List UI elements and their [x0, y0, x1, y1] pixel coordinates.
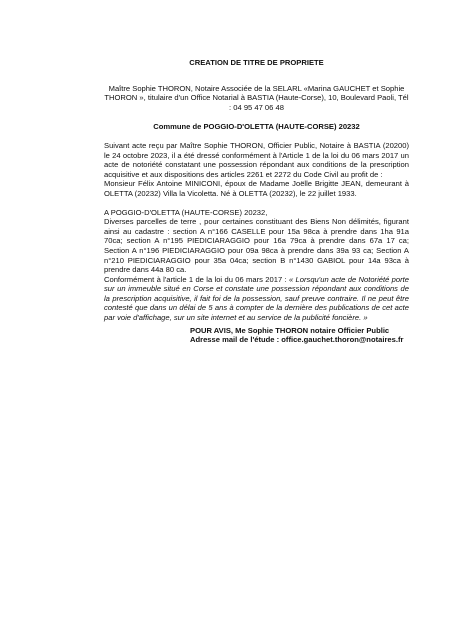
commune-heading: Commune de POGGIO-D'OLETTA (HAUTE-CORSE) 20232: [153, 122, 360, 132]
notice-footer: [104, 326, 409, 345]
law-quote-text: « Lorsqu'un acte de Notoriété porte sur un immeuble situé en Corse et constate une possession répondant aux conditions de la prescription acquisitive, il fait foi de la possession, sauf preuve contraire. Il ne peut être contesté que dans un délai de 5 ans à compter de la dernière des publications de cet acte par voie d'affichage, sur un site internet et au service de la publicité foncière. »: [104, 274, 409, 323]
paragraph-law: [104, 275, 409, 323]
notice-content: [104, 58, 409, 345]
footer-email: Adresse mail de l'étude : office.gauchet.thoron@notaires.fr: [190, 335, 404, 345]
document-title: CREATION DE TITRE DE PROPRIETE: [189, 58, 324, 67]
footer-signature: POUR AVIS, Me Sophie THORON notaire Officier Public: [190, 325, 390, 335]
notary-intro: Maître Sophie THORON, Notaire Associée de la SELARL «Marina GAUCHET et Sophie THORON », titulaire d'un Office Notarial à BASTIA (Haute-Corse), 10, Boulevard Paoli, Tél : 04 95 47 06 48: [104, 83, 409, 112]
paragraph-act: Suivant acte reçu par Maître Sophie THORON, Officier Public, Notaire à BASTIA (20200) le 24 octobre 2023, il a été dressé conformément à l'Article 1 de la loi du 06 mars 2017 un acte de notoriété constatant une possession répondant aux conditions de la prescription acquisitive et aux dispositions des articles 2261 et 2272 du Code Civil au profit de :: [104, 140, 409, 179]
paragraph-location: A POGGIO-D'OLETTA (HAUTE-CORSE) 20232,: [104, 207, 268, 217]
paragraph-parcels: Diverses parcelles de terre , pour certaines constituant des Biens Non délimités, figurant ainsi au cadastre : section A n°166 CASELLE pour 15a 98ca à prendre dans 1ha 91a 70ca; section A n°195 PIEDICIARAGGIO pour 16a 79ca à prendre dans 67a 17 ca; Section A n°196 PIEDICIARAGGIO pour 09a 98ca à prendre dans 39a 93 ca; Section A n°210 PIEDICIARAGGIO pour 35a 04ca; section B n°1430 GABIOL pour 14a 93ca à prendre dans 44a 80 ca.: [104, 217, 409, 275]
law-lead-text: Conformément à l'article 1 de la loi du 06 mars 2017 :: [104, 274, 289, 284]
paragraph-beneficiary: Monsieur Félix Antoine MINICONI, époux de Madame Joëlle Brigitte JEAN, demeurant à OLETTA (20232) Villa la Vicoletta. Né à OLETTA (20232), le 22 juillet 1933.: [104, 179, 409, 198]
